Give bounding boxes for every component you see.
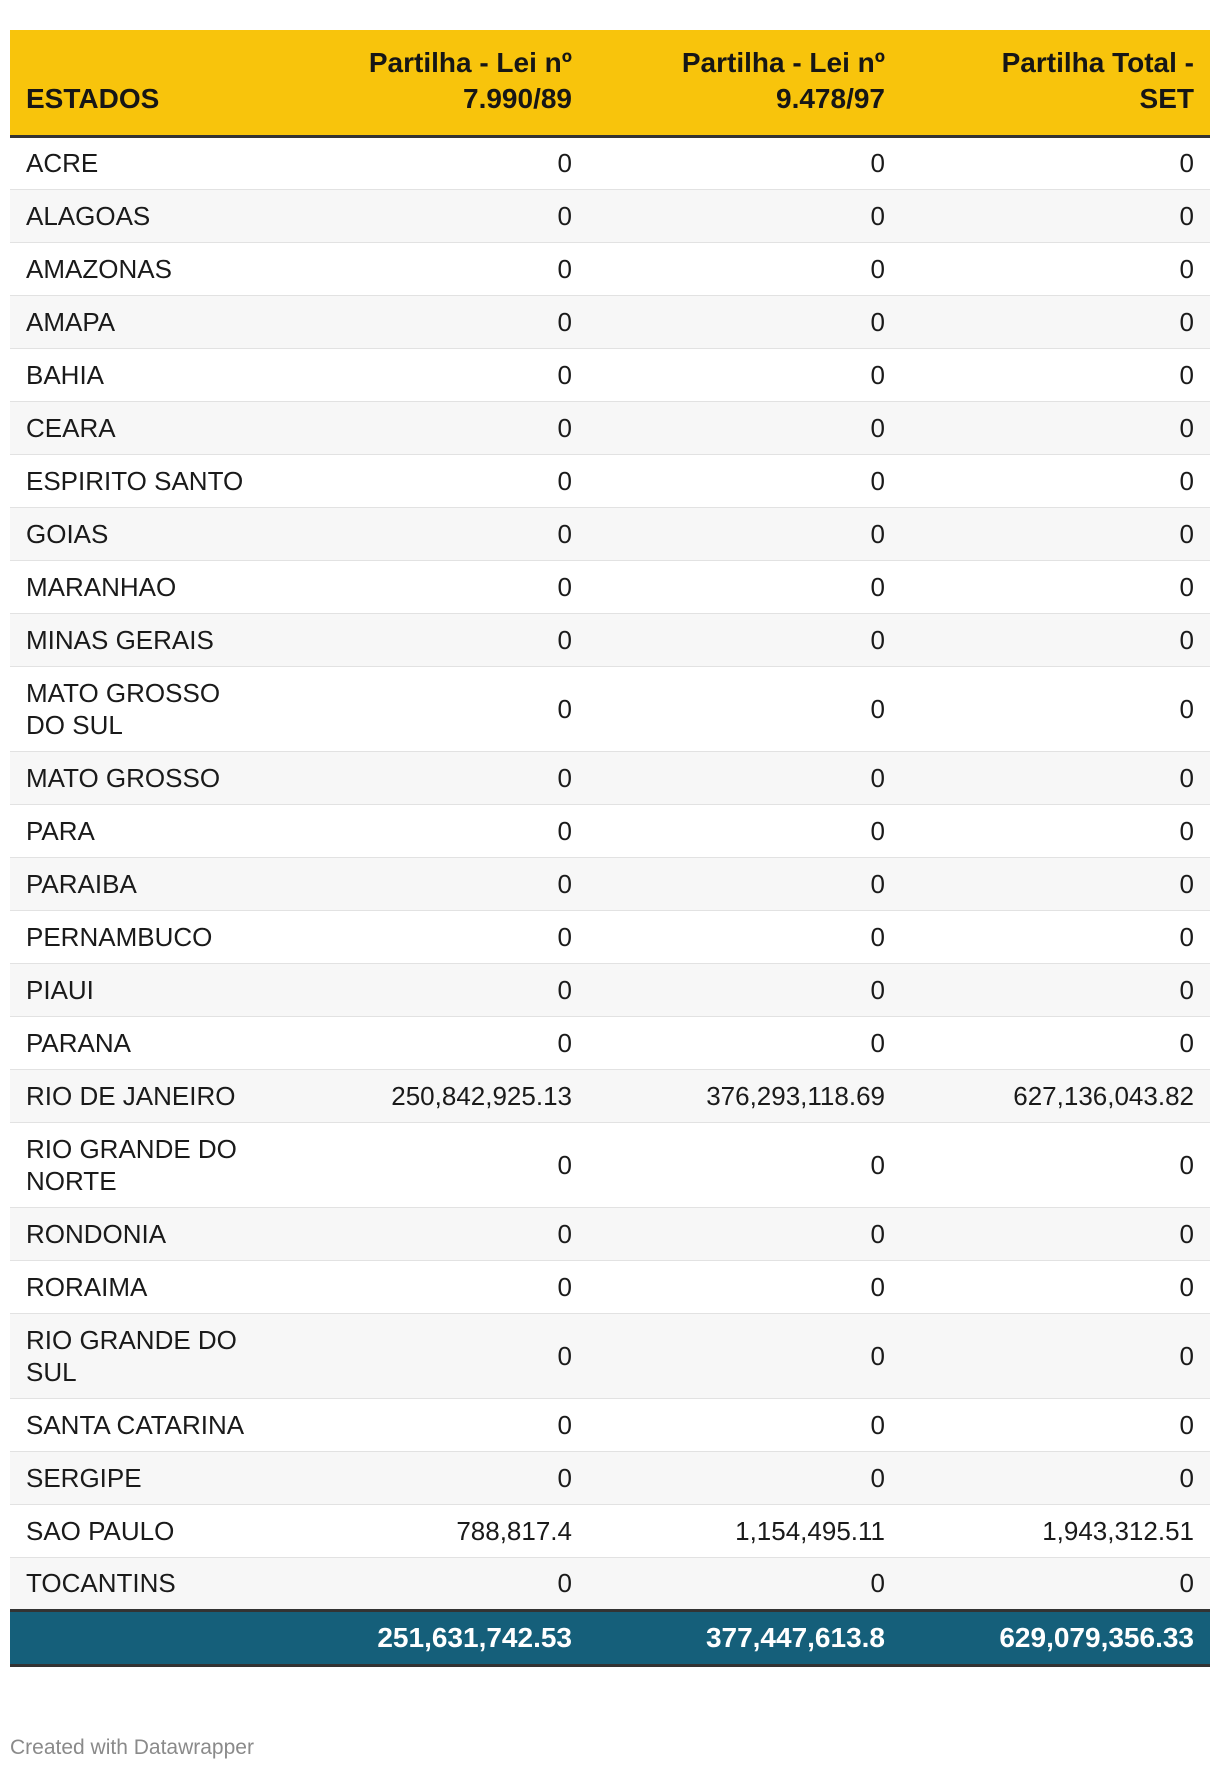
lei-7990-cell	[310, 1122, 588, 1207]
lei-9478-cell-value: 0	[870, 148, 885, 178]
state-cell	[10, 401, 310, 454]
lei-9478-cell	[588, 857, 901, 910]
lei-7990-cell	[310, 1504, 588, 1557]
datawrapper-credit: Created with Datawrapper	[10, 1736, 254, 1759]
lei-9478-cell	[588, 666, 901, 751]
total-cell	[901, 295, 1210, 348]
totals-total-cell: 629,079,356.33	[901, 1610, 1210, 1665]
state-cell-value: GOIAS	[26, 518, 109, 549]
lei-9478-cell-value: 0	[870, 762, 885, 793]
table-row	[10, 857, 1210, 910]
lei-9478-cell-value: 0	[870, 306, 885, 337]
total-cell-value: 1,943,312.51	[1042, 1515, 1194, 1546]
lei-7990-cell-value: 0	[557, 1149, 572, 1180]
lei-9478-cell-value: 0	[870, 253, 885, 284]
lei-7990-cell	[310, 1207, 588, 1260]
lei-7990-cell-value: 0	[557, 571, 572, 602]
lei-9478-cell-value: 0	[870, 571, 885, 602]
total-cell-value: 0	[1179, 412, 1194, 443]
table-row	[10, 507, 1210, 560]
lei-7990-cell-value: 788,817.4	[456, 1515, 572, 1546]
total-cell	[901, 613, 1210, 666]
total-cell	[901, 666, 1210, 751]
lei-9478-cell-value: 0	[870, 974, 885, 1005]
state-cell-value: RIO GRANDE DO SUL	[26, 1324, 237, 1387]
total-cell-value: 0	[1179, 1568, 1194, 1598]
table-row	[10, 1069, 1210, 1122]
total-cell	[901, 1069, 1210, 1122]
total-cell	[901, 560, 1210, 613]
lei-9478-cell	[588, 1069, 901, 1122]
lei-9478-cell	[588, 804, 901, 857]
lei-9478-cell	[588, 189, 901, 242]
state-cell-value: RIO GRANDE DO NORTE	[26, 1133, 237, 1196]
data-table-container	[10, 30, 1210, 1667]
state-cell	[10, 1260, 310, 1313]
lei-7990-cell	[310, 242, 588, 295]
total-cell-value: 627,136,043.82	[1013, 1080, 1194, 1111]
total-cell-value: 0	[1179, 148, 1194, 178]
lei-9478-cell	[588, 1504, 901, 1557]
totals-label-cell	[10, 1610, 310, 1665]
total-cell	[901, 136, 1210, 189]
table-row	[10, 613, 1210, 666]
total-cell-value: 0	[1179, 253, 1194, 284]
lei-7990-cell-value: 0	[557, 359, 572, 390]
lei-7990-cell	[310, 1451, 588, 1504]
column-header-lei-9478-line2: 9.478/97	[776, 82, 885, 114]
table-header	[10, 30, 1210, 136]
lei-7990-cell-value: 250,842,925.13	[391, 1080, 572, 1111]
table-row	[10, 666, 1210, 751]
lei-7990-cell	[310, 507, 588, 560]
total-cell-value: 0	[1179, 762, 1194, 793]
state-cell-value: PERNAMBUCO	[26, 921, 213, 952]
total-cell	[901, 751, 1210, 804]
lei-7990-cell-value: 0	[557, 1568, 572, 1598]
state-cell-value: PIAUI	[26, 974, 94, 1005]
lei-7990-cell	[310, 1313, 588, 1398]
lei-9478-cell	[588, 507, 901, 560]
lei-7990-cell-value: 0	[557, 306, 572, 337]
state-cell-value: PARA	[26, 815, 95, 846]
state-cell-value: RIO DE JANEIRO	[26, 1080, 236, 1111]
state-cell-value: MINAS GERAIS	[26, 624, 214, 655]
lei-7990-cell-value: 0	[557, 1340, 572, 1371]
lei-7990-cell-value: 0	[557, 762, 572, 793]
state-cell	[10, 507, 310, 560]
total-cell	[901, 242, 1210, 295]
total-cell	[901, 1557, 1210, 1610]
state-cell	[10, 666, 310, 751]
total-cell-value: 0	[1179, 693, 1194, 724]
lei-9478-cell-value: 0	[870, 465, 885, 496]
table-row	[10, 560, 1210, 613]
lei-7990-cell-value: 0	[557, 253, 572, 284]
lei-7990-cell-value: 0	[557, 1409, 572, 1440]
total-cell-value: 0	[1179, 974, 1194, 1005]
lei-9478-cell	[588, 1313, 901, 1398]
lei-9478-cell-value: 0	[870, 359, 885, 390]
lei-7990-cell-value: 0	[557, 412, 572, 443]
total-cell-value: 0	[1179, 624, 1194, 655]
total-cell-value: 0	[1179, 359, 1194, 390]
lei-9478-cell-value: 0	[870, 1149, 885, 1180]
lei-9478-cell	[588, 454, 901, 507]
state-cell	[10, 454, 310, 507]
state-cell-value: RORAIMA	[26, 1271, 148, 1302]
total-cell	[901, 454, 1210, 507]
table-row	[10, 189, 1210, 242]
state-cell	[10, 242, 310, 295]
state-cell	[10, 1313, 310, 1398]
lei-7990-cell-value: 0	[557, 693, 572, 724]
column-header-lei-9478[interactable]	[588, 30, 901, 136]
total-cell-value: 0	[1179, 1409, 1194, 1440]
lei-7990-cell-value: 0	[557, 1218, 572, 1249]
total-cell	[901, 1122, 1210, 1207]
total-cell-value: 0	[1179, 1462, 1194, 1493]
lei-7990-cell-value: 0	[557, 815, 572, 846]
state-cell-value: SAO PAULO	[26, 1515, 175, 1546]
lei-7990-cell-value: 0	[557, 974, 572, 1005]
lei-9478-cell	[588, 1016, 901, 1069]
state-cell-value: ACRE	[26, 148, 99, 178]
table-row	[10, 804, 1210, 857]
lei-7990-cell-value: 0	[557, 1462, 572, 1493]
lei-9478-cell-value: 0	[870, 1462, 885, 1493]
lei-9478-cell-value: 0	[870, 1568, 885, 1598]
state-cell-value: MARANHAO	[26, 571, 177, 602]
lei-7990-cell	[310, 963, 588, 1016]
total-cell-value: 0	[1179, 465, 1194, 496]
lei-9478-cell	[588, 751, 901, 804]
total-cell-value: 0	[1179, 571, 1194, 602]
totals-lei-9478-cell: 377,447,613.8	[588, 1610, 901, 1665]
table-row	[10, 1313, 1210, 1398]
total-cell-value: 0	[1179, 1149, 1194, 1180]
lei-9478-cell	[588, 1557, 901, 1610]
state-cell	[10, 1504, 310, 1557]
lei-9478-cell-value: 0	[870, 518, 885, 549]
state-cell	[10, 751, 310, 804]
total-cell-value: 0	[1179, 1218, 1194, 1249]
column-header-lei-7990[interactable]	[310, 30, 588, 136]
lei-9478-cell-value: 0	[870, 624, 885, 655]
state-cell	[10, 804, 310, 857]
lei-9478-cell	[588, 136, 901, 189]
totals-lei-7990-cell: 251,631,742.53	[310, 1610, 588, 1665]
total-cell	[901, 1451, 1210, 1504]
total-cell-value: 0	[1179, 921, 1194, 952]
lei-7990-cell	[310, 189, 588, 242]
table-row	[10, 1557, 1210, 1610]
lei-9478-cell	[588, 1260, 901, 1313]
state-cell	[10, 1557, 310, 1610]
table-row	[10, 1207, 1210, 1260]
lei-9478-cell-value: 0	[870, 868, 885, 899]
state-cell	[10, 1207, 310, 1260]
lei-7990-cell	[310, 348, 588, 401]
lei-7990-cell	[310, 560, 588, 613]
state-cell	[10, 1122, 310, 1207]
lei-7990-cell	[310, 857, 588, 910]
state-cell	[10, 910, 310, 963]
lei-9478-cell	[588, 1451, 901, 1504]
state-cell	[10, 560, 310, 613]
state-cell-value: TOCANTINS	[26, 1568, 176, 1598]
lei-9478-cell-value: 0	[870, 200, 885, 231]
column-header-estados[interactable]	[10, 30, 310, 136]
lei-9478-cell-value: 0	[870, 1271, 885, 1302]
lei-7990-cell-value: 0	[557, 1027, 572, 1058]
lei-9478-cell-value: 0	[870, 1409, 885, 1440]
total-cell	[901, 1398, 1210, 1451]
column-header-estados-label: ESTADOS	[26, 82, 160, 114]
lei-7990-cell	[310, 804, 588, 857]
total-cell	[901, 401, 1210, 454]
lei-9478-cell-value: 0	[870, 1340, 885, 1371]
state-cell	[10, 189, 310, 242]
lei-9478-cell	[588, 1398, 901, 1451]
state-cell	[10, 348, 310, 401]
state-cell	[10, 963, 310, 1016]
state-cell-value: AMAPA	[26, 306, 116, 337]
state-cell-value: MATO GROSSO DO SUL	[26, 677, 221, 740]
lei-7990-cell	[310, 1260, 588, 1313]
state-cell-value: AMAZONAS	[26, 253, 172, 284]
total-cell	[901, 1504, 1210, 1557]
lei-7990-cell	[310, 666, 588, 751]
state-cell	[10, 136, 310, 189]
total-cell	[901, 1207, 1210, 1260]
total-cell	[901, 348, 1210, 401]
total-cell-value: 0	[1179, 1271, 1194, 1302]
lei-9478-cell	[588, 560, 901, 613]
total-cell	[901, 857, 1210, 910]
table-body	[10, 136, 1210, 1610]
total-cell-value: 0	[1179, 518, 1194, 549]
total-cell	[901, 1260, 1210, 1313]
lei-9478-cell	[588, 613, 901, 666]
lei-7990-cell	[310, 136, 588, 189]
lei-7990-cell-value: 0	[557, 200, 572, 231]
table-row	[10, 136, 1210, 189]
totals-row	[10, 1610, 1210, 1665]
lei-7990-cell	[310, 751, 588, 804]
lei-7990-cell	[310, 295, 588, 348]
total-cell	[901, 1016, 1210, 1069]
column-header-total-line1: Partilha Total -	[1001, 46, 1194, 78]
total-cell	[901, 804, 1210, 857]
table-row	[10, 751, 1210, 804]
total-cell-value: 0	[1179, 868, 1194, 899]
state-cell-value: MATO GROSSO	[26, 762, 221, 793]
total-cell-value: 0	[1179, 306, 1194, 337]
total-cell-value: 0	[1179, 200, 1194, 231]
total-cell	[901, 1313, 1210, 1398]
data-table	[10, 30, 1210, 1667]
total-cell	[901, 963, 1210, 1016]
header-row	[10, 30, 1210, 136]
lei-9478-cell	[588, 910, 901, 963]
state-cell-value: BAHIA	[26, 359, 105, 390]
column-header-total-line2: SET	[1139, 82, 1194, 114]
lei-7990-cell-value: 0	[557, 624, 572, 655]
table-row	[10, 454, 1210, 507]
lei-9478-cell	[588, 1122, 901, 1207]
state-cell	[10, 1398, 310, 1451]
state-cell	[10, 1451, 310, 1504]
state-cell	[10, 613, 310, 666]
table-row	[10, 1451, 1210, 1504]
lei-9478-cell	[588, 963, 901, 1016]
lei-9478-cell-value: 0	[870, 1218, 885, 1249]
state-cell-value: CEARA	[26, 412, 116, 443]
column-header-lei-7990-line2: 7.990/89	[463, 82, 572, 114]
table-row	[10, 1504, 1210, 1557]
lei-7990-cell	[310, 910, 588, 963]
table-row	[10, 963, 1210, 1016]
column-header-lei-7990-line1: Partilha - Lei nº	[368, 46, 572, 78]
lei-7990-cell-value: 0	[557, 868, 572, 899]
column-header-total[interactable]	[901, 30, 1210, 136]
lei-9478-cell	[588, 242, 901, 295]
table-row	[10, 401, 1210, 454]
lei-7990-cell-value: 0	[557, 921, 572, 952]
table-row	[10, 242, 1210, 295]
state-cell-value: PARANA	[26, 1027, 131, 1058]
state-cell-value: ESPIRITO SANTO	[26, 465, 244, 496]
total-cell	[901, 910, 1210, 963]
lei-7990-cell	[310, 1069, 588, 1122]
lei-9478-cell	[588, 401, 901, 454]
lei-7990-cell	[310, 1557, 588, 1610]
lei-7990-cell	[310, 454, 588, 507]
total-cell-value: 0	[1179, 1027, 1194, 1058]
lei-9478-cell-value: 0	[870, 412, 885, 443]
state-cell	[10, 1016, 310, 1069]
table-footer	[10, 1610, 1210, 1665]
state-cell	[10, 857, 310, 910]
state-cell	[10, 1069, 310, 1122]
total-cell-value: 0	[1179, 1340, 1194, 1371]
lei-9478-cell-value: 0	[870, 815, 885, 846]
lei-7990-cell	[310, 401, 588, 454]
table-row	[10, 1016, 1210, 1069]
lei-7990-cell-value: 0	[557, 518, 572, 549]
lei-9478-cell-value: 0	[870, 693, 885, 724]
total-cell-value: 0	[1179, 815, 1194, 846]
lei-9478-cell	[588, 295, 901, 348]
lei-9478-cell-value: 1,154,495.11	[735, 1515, 885, 1546]
lei-7990-cell	[310, 613, 588, 666]
total-cell	[901, 507, 1210, 560]
total-cell	[901, 189, 1210, 242]
table-row	[10, 1122, 1210, 1207]
state-cell-value: SANTA CATARINA	[26, 1409, 245, 1440]
table-row	[10, 1260, 1210, 1313]
lei-7990-cell	[310, 1398, 588, 1451]
lei-7990-cell-value: 0	[557, 1271, 572, 1302]
lei-9478-cell-value: 0	[870, 1027, 885, 1058]
lei-9478-cell	[588, 348, 901, 401]
lei-7990-cell	[310, 1016, 588, 1069]
state-cell-value: PARAIBA	[26, 868, 137, 899]
lei-9478-cell	[588, 1207, 901, 1260]
lei-7990-cell-value: 0	[557, 465, 572, 496]
state-cell-value: SERGIPE	[26, 1462, 142, 1493]
table-row	[10, 1398, 1210, 1451]
table-row	[10, 348, 1210, 401]
state-cell-value: ALAGOAS	[26, 200, 151, 231]
column-header-lei-9478-line1: Partilha - Lei nº	[681, 46, 885, 78]
table-row	[10, 910, 1210, 963]
state-cell-value: RONDONIA	[26, 1218, 167, 1249]
lei-7990-cell-value: 0	[557, 148, 572, 178]
table-row	[10, 295, 1210, 348]
state-cell	[10, 295, 310, 348]
lei-9478-cell-value: 376,293,118.69	[706, 1080, 885, 1111]
lei-9478-cell-value: 0	[870, 921, 885, 952]
